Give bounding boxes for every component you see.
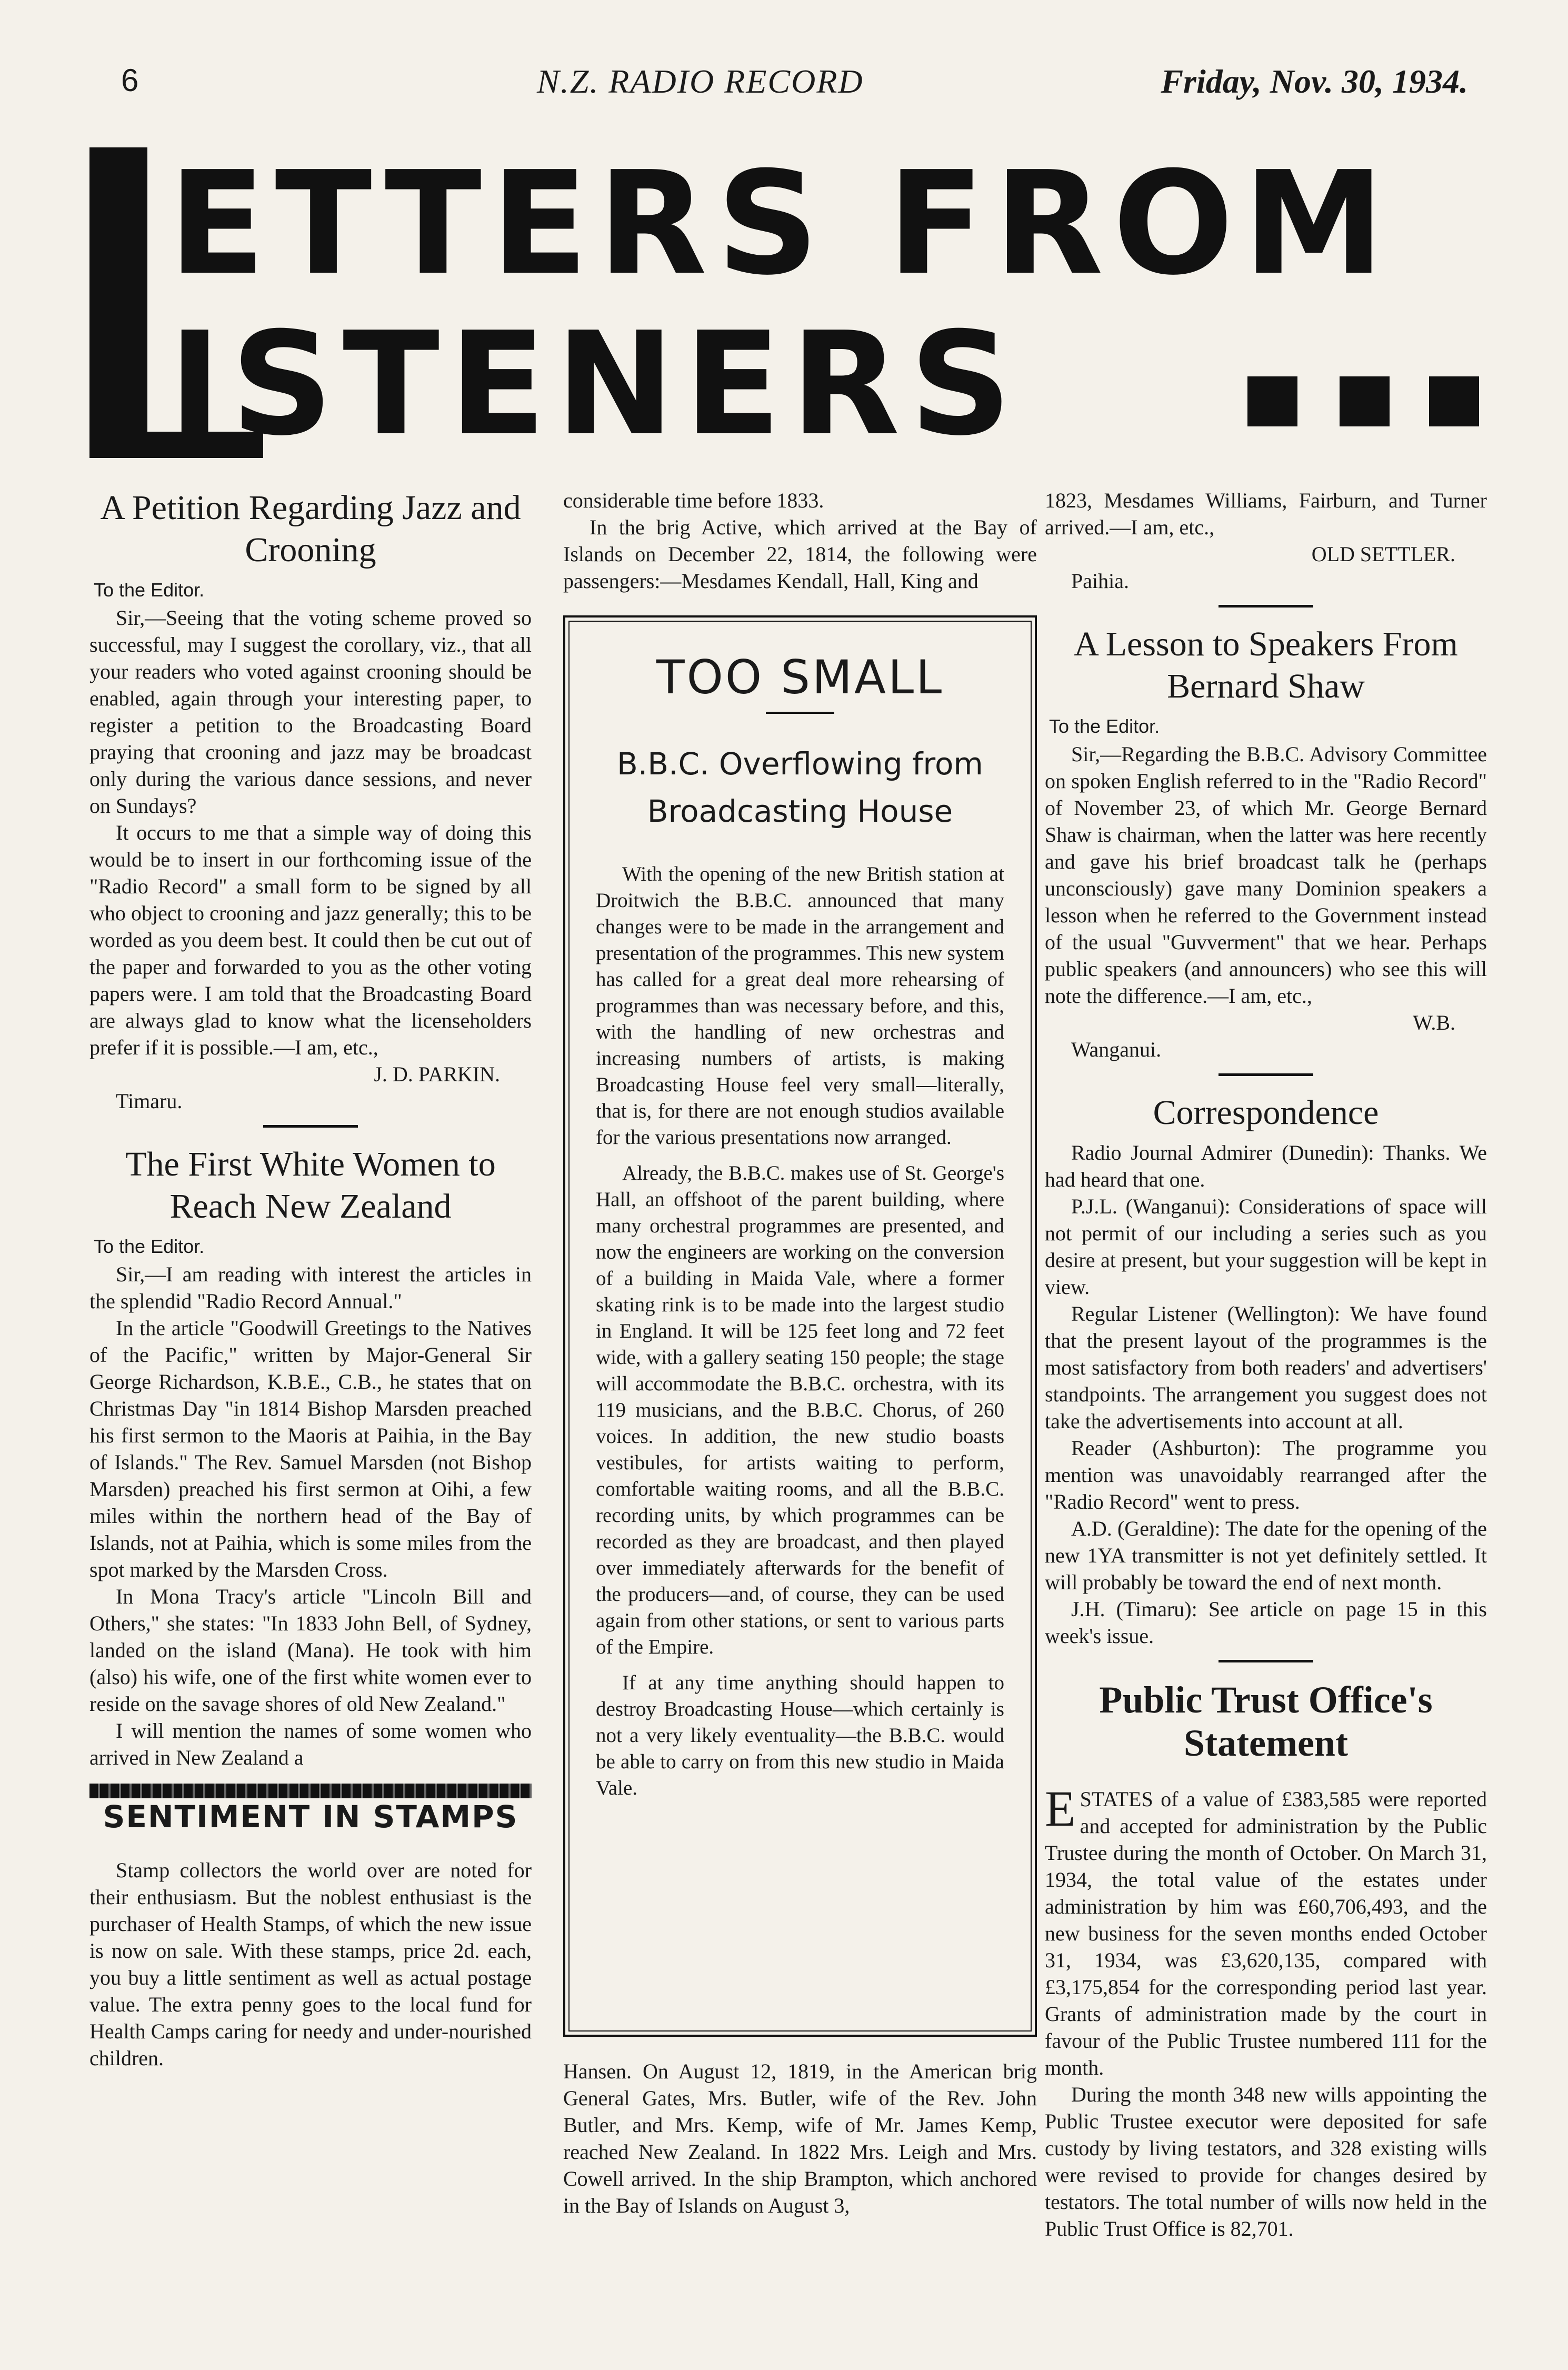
boxed-article (563, 615, 1037, 2037)
box-title: TOO SMALL (656, 650, 944, 704)
place-name: Paihia. (1071, 569, 1129, 593)
article-continuation: Hansen. On August 12, 1819, in the American brig General Gates, Mrs. Butler, wife of the Rev. John Butler, and Mrs. Kemp, wife of Mr. James Kemp, reached New Zealand. In 1822 Mrs. Leigh and Mrs. Cowell arrived. In the ship Brampton, which anchored in the Bay of Islands on August 3, (563, 2059, 1037, 2217)
section-rule (1219, 605, 1313, 608)
article-paragraph: In the article "Goodwill Greetings to the Natives of the Pacific," written by Major-General Sir George Richardson, K.B.E., C.B., he states that on Christmas Day "in 1814 Bishop Marsden preached his first sermon to the Maoris at Paihia, in the Bay of Islands." The Rev. Samuel Marsden (not Bishop Marsden) preached his first sermon at Oihi, a few miles within the northern head of the Bay of Islands, not at Paihia, which is some miles from the spot marked by the Marsden Cross. (89, 1316, 532, 1581)
publication-name: N.Z. RADIO RECORD (537, 63, 864, 100)
correspondence-item: Radio Journal Admirer (Dunedin): Thanks. We had heard that one. (1045, 1141, 1487, 1191)
article-paragraph: I will mention the names of some women who arrived in New Zealand a (89, 1719, 532, 1769)
column-1 (89, 487, 532, 2072)
article-paragraph: Stamp collectors the world over are noted for their enthusiasm. But the noblest enthusiast is the purchaser of Health Stamps, of which the new issue is now on sale. With these stamps, price 2d. each, you buy a little sentiment as well as actual postage value. The extra penny goes to the local fund for Health Camps caring for needy and under-nourished children. (89, 1858, 532, 2070)
article-title-correspondence: Correspondence (1153, 1093, 1379, 1132)
correspondence-item: Regular Listener (Wellington): We have found that the present layout of the programmes is the most satisfactory from both readers' and advertisers' standpoints. The arrangement you suggest does not take the advertisements into account at all. (1045, 1302, 1487, 1433)
masthead-big-l (89, 147, 147, 458)
article-continuation: 1823, Mesdames Williams, Fairburn, and Turner arrived.—I am, etc., (1045, 489, 1487, 539)
article-title-shaw: A Lesson to Speakers From Bernard Shaw (1074, 625, 1458, 705)
signature: OLD SETTLER. (1311, 542, 1455, 566)
article-paragraph: In Mona Tracy's article "Lincoln Bill and Others," she states: "In 1833 John Bell, of Sydney, landed on the island (Mana). He took with him (also) his wife, one of the first white women ever to reside on the savage shores of old New Zealand." (89, 1585, 532, 1716)
masthead-dot (1247, 376, 1297, 426)
salutation: To the Editor. (94, 579, 205, 601)
correspondence-item: P.J.L. (Wanganui): Considerations of space will not permit of our including a series such as you desire at present, but your suggestion will be kept in view. (1045, 1194, 1487, 1299)
article-paragraph: Sir,—Seeing that the voting scheme proved so successful, may I suggest the corollary, viz., that all your readers who voted against crooning should be enabled, again through your interesting paper, to register a petition to the Broadcasting Board praying that crooning and jazz may be broadcast only during the various dance sessions, and never on Sundays? (89, 606, 532, 818)
box-paragraph: With the opening of the new British station at Droitwich the B.B.C. announced that many changes were to be made in the arrangement and presentation of the programmes. This new system has called for a great deal more rehearsing of programmes than was necessary before, and this, with the handling of new orchestras and increasing numbers of artists, is making Broadcasting House feel very small—literally, that is, for there are not enough studios available for the various presentations now arranged. (596, 863, 1004, 1149)
correspondence-item: A.D. (Geraldine): The date for the opening of the new 1YA transmitter is not yet definitely settled. It will probably be toward the end of next month. (1045, 1517, 1487, 1594)
column-2 (563, 487, 1037, 2219)
signature: J. D. PARKIN. (374, 1062, 500, 1086)
box-paragraph: If at any time anything should happen to destroy Broadcasting House—which certainly is not a very likely eventuality—the B.B.C. would be able to carry on from this new studio in Maida Vale. (596, 1671, 1004, 1799)
article-continuation: considerable time before 1833. (563, 489, 824, 512)
stamp-border-bar (89, 1784, 532, 1798)
article-title-stamps: SENTIMENT IN STAMPS (103, 1799, 518, 1835)
box-subtitle: B.B.C. Overflowing from Broadcasting House (617, 746, 983, 829)
article-paragraph: Sir,—Regarding the B.B.C. Advisory Committee on spoken English referred to in the "Radio Record" of November 23, of which Mr. George Bernard Shaw is chairman, when the latter was here recently and gave his brief broadcast talk he (perhaps unconsciously) gave many Dominion speakers a lesson when he referred to the Government instead of the usual "Guvverment" that we hear. Perhaps public speakers (and announcers) who see this will note the difference.—I am, etc., (1045, 742, 1487, 1008)
salutation: To the Editor. (1049, 715, 1160, 737)
section-rule (1219, 1073, 1313, 1076)
signature: W.B. (1413, 1011, 1455, 1034)
correspondence-item: Reader (Ashburton): The programme you mention was unavoidably rearranged after the "Radio Record" went to press. (1045, 1436, 1487, 1513)
article-title-women: The First White Women to Reach New Zealand (125, 1145, 496, 1226)
masthead (89, 132, 1479, 479)
page-number: 6 (121, 63, 139, 98)
salutation: To the Editor. (94, 1236, 205, 1257)
box-paragraph: Already, the B.B.C. makes use of St. George's Hall, an offshoot of the parent building, where many orchestral programmes are presented, and now the engineers are working on the conversion of a building in Maida Vale, where a former skating rink is to be made into the largest studio in England. It will be 125 feet long and 72 feet wide, with a gallery seating 150 people; the stage will accommodate the B.B.C. orchestra, with its 119 musicians, and the B.B.C. Chorus, of 260 voices. In addition, the new studio boasts vestibules, for artists waiting to perform, comfortable waiting rooms, and all the B.B.C. recording units, by which programmes can be recorded as they are broadcast, and then played over immediately afterwards for the benefit of the producers—and, of course, they can be used again from other stations, or sent to various parts of the Empire. (596, 1162, 1004, 1658)
correspondence-item: J.H. (Timaru): See article on page 15 in this week's issue. (1045, 1597, 1487, 1648)
place-name: Timaru. (116, 1089, 183, 1113)
article-paragraph: Sir,—I am reading with interest the articles in the splendid "Radio Record Annual." (89, 1262, 532, 1313)
column-3 (1045, 487, 1487, 2242)
page-header (121, 62, 1468, 109)
masthead-dot (1340, 376, 1390, 426)
drop-cap: E (1045, 1780, 1076, 1837)
place-name: Wanganui. (1071, 1038, 1162, 1061)
masthead-dot (1429, 376, 1479, 426)
masthead-line-2: ISTENERS (168, 301, 1022, 467)
article-paragraph: It occurs to me that a simple way of doing this would be to insert in our forthcoming issue of the "Radio Record" a small form to be signed by all who object to crooning and jazz generally; this to be worded as you deem best. It could then be cut out of the paper and forwarded to you as the other voting papers were. I am told that the Broadcasting Board are always glad to know what the licenseholders prefer if it is possible.—I am, etc., (89, 821, 532, 1059)
section-rule (263, 1125, 358, 1128)
article-paragraph: In the brig Active, which arrived at the Bay of Islands on December 22, 1814, the following were passengers:—Mesdames Kendall, Hall, King and (563, 515, 1037, 593)
box-rule (766, 712, 834, 714)
masthead-line-1: ETTERS FROM (168, 141, 1394, 306)
section-rule (1219, 1660, 1313, 1662)
issue-date: Friday, Nov. 30, 1934. (1161, 63, 1468, 100)
article-paragraph: During the month 348 new wills appointing the Public Trustee executor were deposited for safe custody by living testators, and 328 existing wills were revised to provide for changes desired by testators. The total number of wills now held in the Public Trust Office is 82,701. (1045, 2083, 1487, 2240)
article-title-jazz: A Petition Regarding Jazz and Crooning (100, 489, 521, 569)
article-paragraph (1045, 1780, 1487, 2081)
article-title-public-trust: Public Trust Office's Statement (1099, 1679, 1433, 1764)
article-text: STATES of a value of £383,585 were reported and accepted for administration by the Public Trustee during the month of October. On March 31, 1934, the total value of the estates under administration by him was £60,706,493, and the new business for the seven months ended October 31, 1934, was £3,620,135, compared with £3,175,854 for the corresponding period last year. Grants of administration made by the court in favour of the Public Trustee numbered 111 for the month. (1045, 1787, 1487, 2079)
